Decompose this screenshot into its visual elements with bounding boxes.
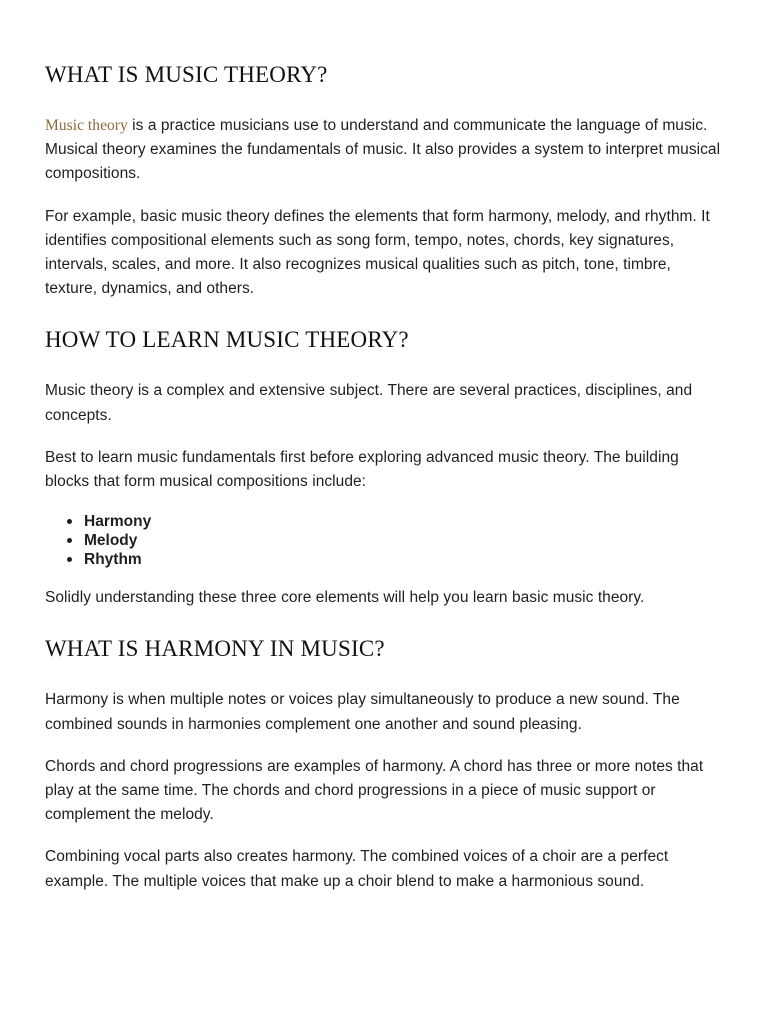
paragraph-music-theory-intro <box>45 114 725 187</box>
music-theory-link[interactable]: Music theory <box>45 117 128 134</box>
bullet-icon <box>67 538 72 543</box>
paragraph-building-blocks: Best to learn music fundamentals first before exploring advanced music theory. The building blocks that form musical compositions include: <box>45 448 679 491</box>
article-body <box>45 60 725 894</box>
core-elements-list <box>45 512 725 569</box>
paragraph-music-theory-example: For example, basic music theory defines the elements that form harmony, melody, and rhythm. It identifies compositional elements such as song form, tempo, notes, chords, key signatures, intervals, scales, and more. It also recognizes musical qualities such as pitch, tone, timbre, texture, dynamics, and others. <box>45 207 710 298</box>
paragraph-vocal-harmony: Combining vocal parts also creates harmony. The combined voices of a choir are a perfect example. The multiple voices that make up a choir blend to make a harmonious sound. <box>45 848 669 890</box>
list-item-label: Rhythm <box>84 551 142 569</box>
heading-what-is-harmony: WHAT IS HARMONY IN MUSIC? <box>45 636 385 662</box>
list-item <box>84 550 725 569</box>
heading-what-is-music-theory: WHAT IS MUSIC THEORY? <box>45 62 328 87</box>
heading-how-to-learn: HOW TO LEARN MUSIC THEORY? <box>45 327 409 353</box>
bullet-icon <box>67 557 72 562</box>
list-item <box>84 512 725 531</box>
paragraph-complex-subject: Music theory is a complex and extensive subject. There are several practices, disciplines, and concepts. <box>45 382 693 424</box>
paragraph-harmony-definition: Harmony is when multiple notes or voices play simultaneously to produce a new sound. The combined sounds in harmonies complement one another and sound pleasing. <box>45 691 680 733</box>
list-item <box>84 531 725 550</box>
paragraph-music-theory-intro-text: is a practice musicians use to understand and communicate the language of music. Musical theory examines the fundamentals of music. It also provides a system to interpret musical compositions. <box>45 117 721 183</box>
paragraph-core-elements: Solidly understanding these three core elements will help you learn basic music theory. <box>45 589 645 607</box>
list-item-label: Harmony <box>84 513 152 531</box>
paragraph-chords: Chords and chord progressions are examples of harmony. A chord has three or more notes that play at the same time. The chords and chord progressions in a piece of music support or complement the melody. <box>45 757 704 824</box>
list-item-label: Melody <box>84 532 138 550</box>
bullet-icon <box>67 519 72 524</box>
